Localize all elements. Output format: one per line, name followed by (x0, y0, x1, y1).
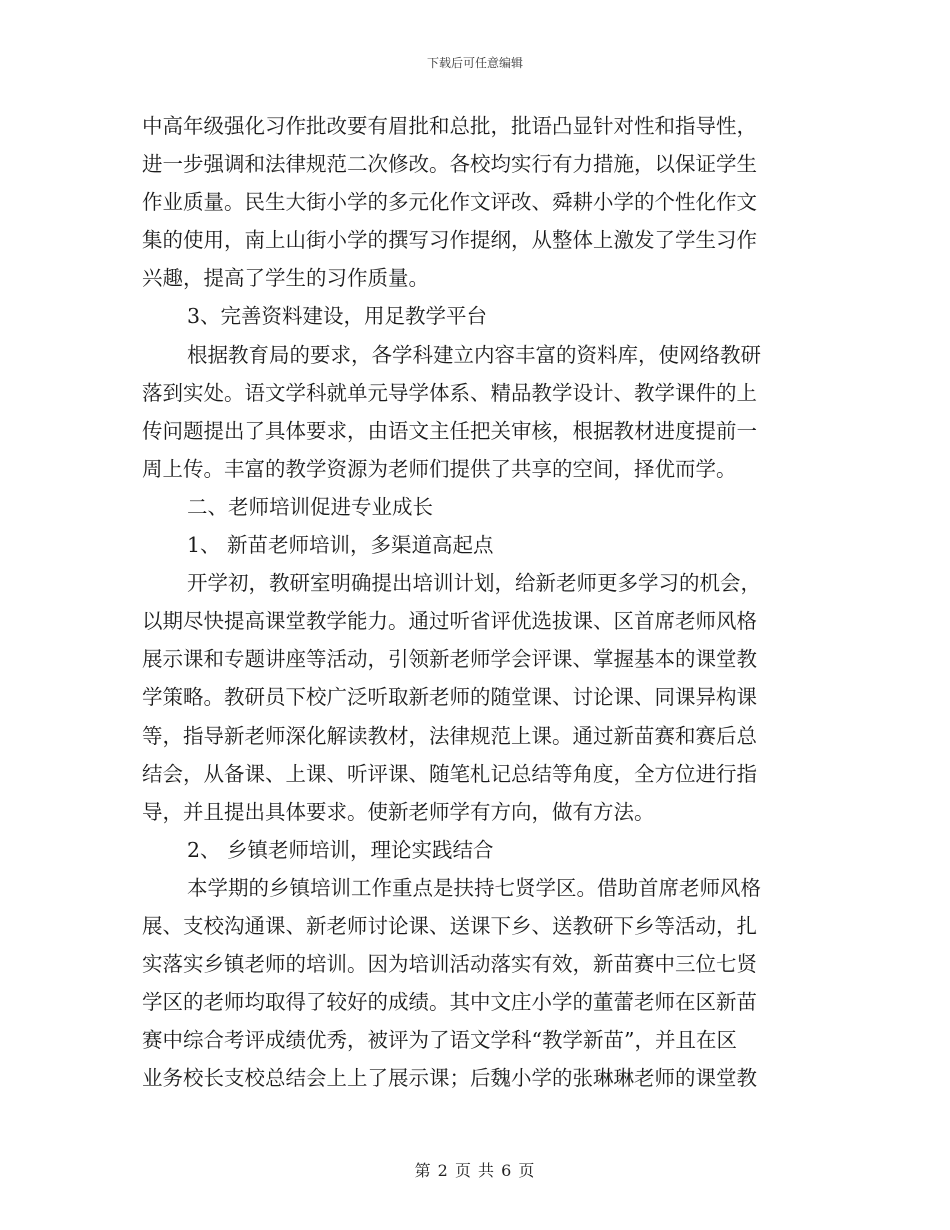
document-body (142, 107, 810, 1097)
text-line: 落到实处。语文学科就单元导学体系、精品教学设计、教学课件的上 (142, 380, 757, 405)
text-line: 传问题提出了具体要求，由语文主任把关审核，根据教材进度提前一 (142, 418, 757, 443)
text-line: 等，指导新老师深化解读教材，法律规范上课。通过新苗赛和赛后总 (142, 723, 757, 748)
text-line: 结会，从备课、上课、听评课、随笔札记总结等角度，全方位进行指 (142, 761, 757, 786)
page-footer: 第 2 页 共 6 页 (414, 1161, 536, 1180)
text-line: 兴趣，提高了学生的习作质量。 (142, 266, 429, 291)
text-line: 周上传。丰富的教学资源为老师们提供了共享的空间，择优而学。 (142, 456, 737, 481)
text-line: 以期尽快提高课堂教学能力。通过听省评优选拔课、区首席老师风格 (142, 609, 757, 634)
text-line: 导，并且提出具体要求。使新老师学有方向，做有方法。 (142, 799, 655, 824)
text-line: 展示课和专题讲座等活动，引领新老师学会评课、掌握基本的课堂教 (142, 647, 757, 672)
text-line: 根据教育局的要求，各学科建立内容丰富的资料库，使网络教研 (187, 342, 761, 367)
text-line: 作业质量。民生大街小学的多元化作文评改、舜耕小学的个性化作文 (142, 190, 757, 215)
text-line: 2、 乡镇老师培训，理论实践结合 (187, 837, 494, 862)
text-line: 二、老师培训促进专业成长 (187, 494, 433, 519)
text-line: 本学期的乡镇培训工作重点是扶持七贤学区。借助首席老师风格 (187, 875, 761, 900)
text-line: 进一步强调和法律规范二次修改。各校均实行有力措施，以保证学生 (142, 152, 757, 177)
text-line: 业务校长支校总结会上上了展示课；后魏小学的张琳琳老师的课堂教 (142, 1066, 757, 1091)
text-line: 实落实乡镇老师的培训。因为培训活动落实有效，新苗赛中三位七贤 (142, 952, 757, 977)
page-header: 下载后可任意编辑 (426, 56, 523, 70)
text-line: 赛中综合考评成绩优秀，被评为了语文学科“教学新苗”，并且在区 (142, 1028, 737, 1053)
text-line: 集的使用，南上山街小学的撰写习作提纲，从整体上激发了学生习作 (142, 228, 757, 253)
text-line: 开学初，教研室明确提出培训计划，给新老师更多学习的机会， (187, 571, 761, 596)
text-line: 1、 新苗老师培训，多渠道高起点 (187, 533, 494, 558)
text-line: 中高年级强化习作批改要有眉批和总批，批语凸显针对性和指导性， (142, 114, 757, 138)
text-line: 展、支校沟通课、新老师讨论课、送课下乡、送教研下乡等活动，扎 (142, 913, 757, 938)
text-line: 学策略。教研员下校广泛听取新老师的随堂课、讨论课、同课异构课 (142, 685, 757, 710)
text-line: 3、完善资料建设，用足教学平台 (187, 304, 488, 329)
text-line: 学区的老师均取得了较好的成绩。其中文庄小学的董蕾老师在区新苗 (142, 990, 757, 1015)
